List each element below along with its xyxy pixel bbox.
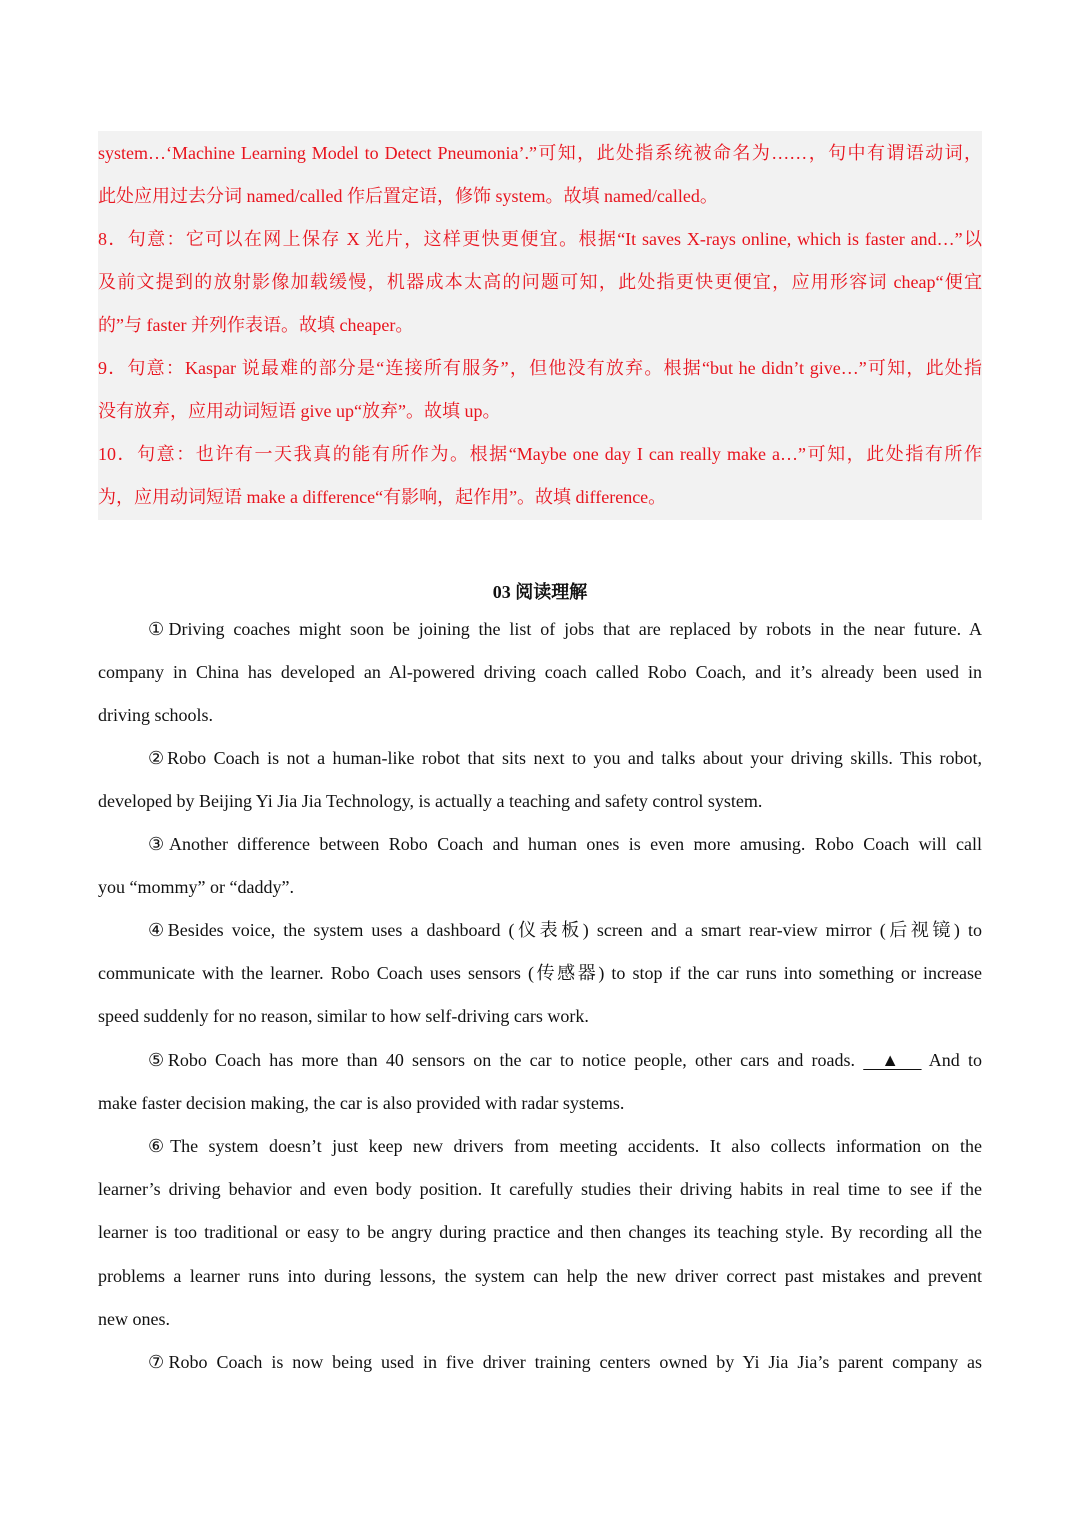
passage-line: learner is too traditional or easy to be angry during practice and then changes its teaching style. By recording all the bbox=[98, 1222, 982, 1242]
section-title: 03 阅读理解 bbox=[492, 582, 588, 602]
passage-line: ①Driving coaches might soon be joining the list of jobs that are replaced by robots in the near future. A bbox=[148, 619, 982, 639]
passage-line: speed suddenly for no reason, similar to how self-driving cars work. bbox=[98, 1006, 589, 1026]
answer-blank[interactable] bbox=[863, 1048, 921, 1072]
passage-text: And to bbox=[928, 1050, 983, 1070]
passage-line: problems a learner runs into during lessons, the system can help the new driver correct past mistakes and prevent bbox=[98, 1266, 982, 1286]
passage-line: company in China has developed an Al-powered driving coach called Robo Coach, and it’s already been used in bbox=[98, 662, 982, 682]
passage-line: driving schools. bbox=[98, 705, 213, 725]
passage-line: developed by Beijing Yi Jia Jia Technology, is actually a teaching and safety control system. bbox=[98, 791, 763, 811]
passage-line: you “mommy” or “daddy”. bbox=[98, 877, 294, 897]
answer-line: 及前文提到的放射影像加载缓慢，机器成本太高的问题可知，此处指更快更便宜，应用形容词 cheap“便宜 bbox=[98, 272, 982, 292]
passage-line: ③Another difference between Robo Coach and human ones is even more amusing. Robo Coach will call bbox=[148, 834, 982, 854]
answer-line: 没有放弃，应用动词短语 give up“放弃”。故填 up。 bbox=[98, 401, 501, 421]
answer-line: 10．句意：也许有一天我真的能有所作为。根据“Maybe one day I can really make a…”可知，此处指有所作 bbox=[98, 444, 982, 464]
passage-line: learner’s driving behavior and even body position. It carefully studies their driving habits in real time to see if the bbox=[98, 1179, 982, 1199]
answer-line: 8．句意：它可以在网上保存 X 光片，这样更快更便宜。根据“It saves X-rays online, which is faster and…”以 bbox=[98, 229, 982, 249]
passage-line: ⑥The system doesn’t just keep new drivers from meeting accidents. It also collects information on the bbox=[148, 1136, 982, 1156]
answer-line: 为，应用动词短语 make a difference“有影响，起作用”。故填 difference。 bbox=[98, 487, 667, 507]
passage-text: ⑤Robo Coach has more than 40 sensors on the car to notice people, other cars and roads. bbox=[148, 1050, 856, 1070]
passage-line: new ones. bbox=[98, 1309, 170, 1329]
answer-line: 此处应用过去分词 named/called 作后置定语，修饰 system。故填 named/called。 bbox=[98, 186, 718, 206]
passage-line: ②Robo Coach is not a human-like robot that sits next to you and talks about your driving skills. This robot, bbox=[148, 748, 982, 768]
blank-marker-icon: ▲ bbox=[863, 1050, 922, 1070]
passage-line: make faster decision making, the car is also provided with radar systems. bbox=[98, 1093, 625, 1113]
answer-explanation-box bbox=[98, 131, 982, 520]
answer-line: 的”与 faster 并列作表语。故填 cheaper。 bbox=[98, 315, 414, 335]
passage-line: communicate with the learner. Robo Coach uses sensors (传感器) to stop if the car runs into something or increase bbox=[98, 963, 982, 983]
passage-line-with-blank bbox=[148, 1048, 982, 1072]
answer-line: system…‘Machine Learning Model to Detect Pneumonia’.”可知，此处指系统被命名为……，句中有谓语动词， bbox=[98, 143, 982, 163]
answer-line: 9．句意：Kaspar 说最难的部分是“连接所有服务”，但他没有放弃。根据“but he didn’t give…”可知，此处指 bbox=[98, 358, 982, 378]
passage-line: ④Besides voice, the system uses a dashboard (仪表板) screen and a smart rear-view mirror (后视镜) to bbox=[148, 920, 982, 940]
passage-line: ⑦Robo Coach is now being used in five driver training centers owned by Yi Jia Jia’s parent company as bbox=[148, 1352, 982, 1372]
